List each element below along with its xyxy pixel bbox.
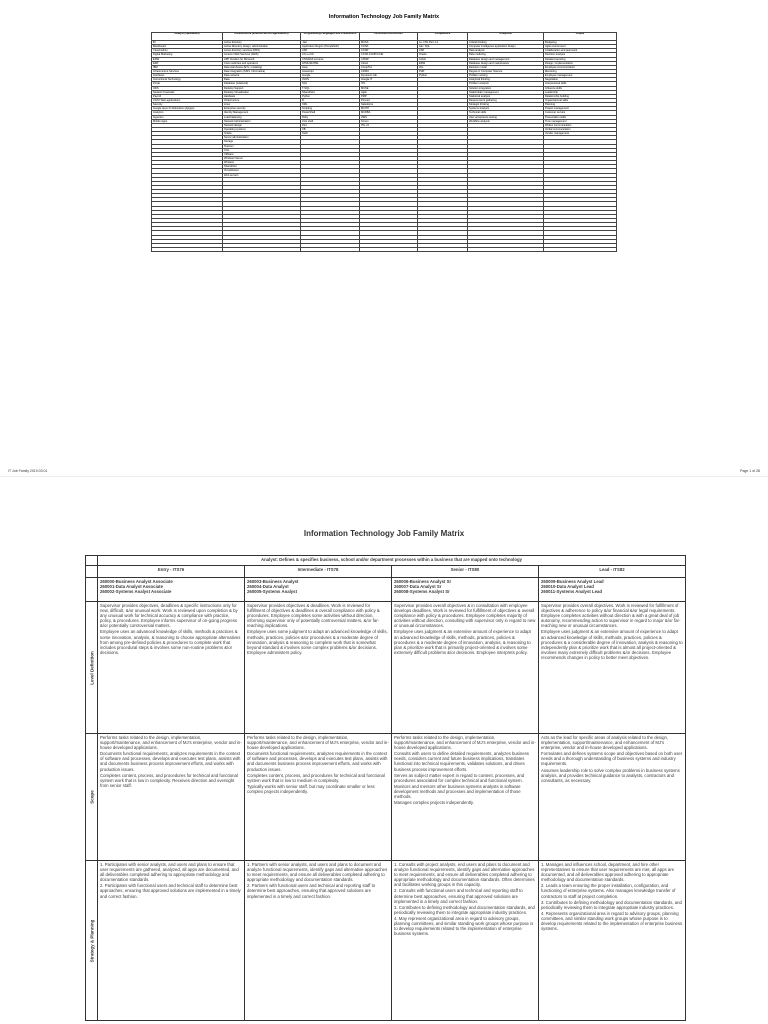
strategy-intermediate [245,861,392,1021]
cell-paragraph: Performs tasks related to the design, implementation, support/maintenance, and enhancement of MJ's enterprise, vendor and in-house developed applications. [394,735,536,751]
table-cell: Network Administration [223,119,301,123]
column-header: Programming Languages and Frameworks [301,33,360,41]
strategy-senior [392,861,539,1021]
table-cell: Budgeting [544,41,617,45]
table-cell: Problem analysis [468,82,544,86]
table-cell: Database design and maintenance [468,61,544,65]
table-cell: Problem solving [468,74,544,78]
job-codes-intermediate [245,578,392,602]
cell-paragraph: 1. Manages and influences school, department, and hire other representatives to ensure that user requirements are met, all apps are documented, and all deliverables approved adhering to appropriate methodology and documentation standards. [541,862,675,883]
scope-senior [392,734,539,861]
cell-paragraph: 3. Contributes to defining methodology and documentation standards, and periodically reviewing them to integrate appropriate industry practices. [541,899,682,910]
table-cell: Storage [223,140,301,144]
table-cell: Interfaces [152,74,223,78]
page-2-title: Information Technology Job Family Matrix [303,529,465,538]
table-cell [544,248,617,252]
job-codes-entry [98,578,245,602]
table-cell: Solution integration [468,86,544,90]
table-cell: Project management [544,107,617,111]
cell-paragraph: Manages complex projects independently. [394,800,474,806]
table-cell: Network design [223,123,301,127]
table-cell: JCL [418,65,468,69]
table-cell: Infrastructure Services [152,69,223,73]
table-cell: Load balancing [223,115,301,119]
strategy-lead [539,861,686,1021]
table-cell [468,248,544,252]
table-cell: APP Vendors for Microsoft [223,57,301,61]
table-cell: Decision analysis [544,53,617,57]
table-cell: ASP [418,49,468,53]
table-cell: Computer intelligence application design [468,45,544,49]
banner-row [86,556,686,566]
table-cell: Systems analysis [468,107,544,111]
table-row [152,248,617,252]
table-cell: CSS/Web services [301,57,360,61]
table-cell: MCITP [360,107,418,111]
table-cell: ASP [301,49,360,53]
table-cell: Linux [223,103,301,107]
table-cell: Detailed reporting [544,57,617,61]
job-code: 260003-Business Analyst [247,579,299,584]
table-cell: Telecom [223,144,301,148]
cell-paragraph: Completes content, process, and procedures for technical and functional system work that is low in complexity. Receives direction and oversight from senior staff. [100,772,238,788]
table-cell: Desktop Support [223,86,301,90]
page-separator [0,476,768,477]
page-1-title: Information Technology Job Family Matrix [328,14,440,20]
table-cell: SharePoint [301,90,360,94]
table-cell: Data Integration (SSIS, Informatica) [223,69,301,73]
level-entry: Entry - ITS76 [98,566,245,578]
table-cell: Amazon Web Services (AWS) [223,53,301,57]
table-cell: Interpersonal skills [544,82,617,86]
table-cell: Data warehouse (ETL, modeling) [223,65,301,69]
job-code: 260006-Business Analyst Sr [394,579,452,584]
table-cell: EDW [418,61,468,65]
table-cell: Agile environment [544,45,617,49]
table-cell: HTML/DHTML [301,61,360,65]
level-definition-senior [392,602,539,734]
table-cell: Ruby [301,115,360,119]
table-cell: Vendor management [544,132,617,136]
analyst-matrix-table [85,555,686,1021]
table-cell: Python [301,94,360,98]
cell-paragraph: Documents functional requirements, analyzes requirements in the context of software and processes, develops and executes test plans, assists with and documents business process improvement efforts, and works with production issues. [100,751,241,772]
table-cell: Dynamics CE [360,74,418,78]
table-cell: Cloud Admin [152,49,223,53]
level-definition-lead [539,602,686,734]
job-code: 260011-Systems Analyst Lead [541,589,602,595]
table-cell: Critical thinking [468,41,544,45]
table-cell: PHP [418,69,468,73]
table-cell: Technical skills [468,111,544,115]
skills-matrix-header-row [152,33,617,41]
column-header: Analyst (specialties) [152,33,223,41]
table-cell: Active directory [223,41,301,45]
table-cell: Time management [544,119,617,123]
table-cell: Scrum [360,119,418,123]
job-codes-lead [539,578,686,602]
table-cell: Stakeholder management [468,90,544,94]
table-cell: Design / implementation [544,61,617,65]
scope-row [86,734,686,861]
table-cell: XML [301,103,360,107]
table-cell: Negotiation [544,78,617,82]
table-cell: Mentoring [544,69,617,73]
cell-paragraph: Supervisor provides overall objectives & in consultation with employee develops deadlines. Work is reviewed for fulfillment of objectives & overall compliance with policy & procedures. Employee completes majority of activities without direction, consulting with supervisor only in regard to new or unusual circumstances. [394,603,536,629]
table-cell: Strategic thinking [468,103,544,107]
job-code: 260009-Business Analyst Lead [541,579,604,584]
cell-paragraph: Assumes leadership role to solve complex problems in business systems analysis, and provides technical guidance to analysts, contractors and consultants, as necessary. [541,767,680,783]
table-cell: Swift [301,132,360,136]
cell-paragraph: Completes content, process, and procedures for technical and functional system work that is low to medium in complexity. [247,772,385,783]
table-cell: Prince2 [360,98,418,102]
table-cell: EDW [152,57,223,61]
job-code: 260004-Data Analyst [247,584,289,590]
table-cell: Data modeling [468,53,544,57]
cell-paragraph: Employee uses judgment & an extensive amount of experience to adapt an advanced knowledge of skills, methods, practices, policies & procedures & a moderate degree of innovation, analysis, & reasoning to plan & prioritize work that is primarily project-oriented & involves some extremely difficult problems &/or decisions. Employee interprets policy. [394,629,531,655]
cell-paragraph: Employee uses some judgment to adapt an advanced knowledge of skills, methods, practices, policies &/or procedures & a moderate degree of innovation, analysis & reasoning to complete work that is somewhat beyond standard & involves some complex problems &/or decisions. Employee administers policy. [247,629,388,655]
table-cell: Windows Server [223,156,301,160]
cell-paragraph: Formulates and defines systems scope and objectives based on both user needs and a thorough understanding of business systems and industry requirements. [541,751,683,767]
column-header: Analytical [468,33,544,41]
table-cell: IBM [152,65,223,69]
job-code: 260007-Data Analyst Sr [394,584,442,590]
cell-paragraph: 1. Consults with project analysts, end users and plans to document and analyze functional requirements, identify gaps and alternative approaches to meet requirements, and ensure all deliverables completed adhering to appropriate methodology and documentation standards. Often determines and facilitates working groups in this capacity. [394,862,535,888]
cell-paragraph: Consults with users to define detailed requirements, analyzes business needs, considers current and future business implications, translates functional into technical requirements, validates solutions, and drives business process improvement efforts. [394,751,529,772]
table-cell: Workflow analysis [468,119,544,123]
table-cell: Infrastructure [223,98,301,102]
table-cell: SQL [301,82,360,86]
table-cell: ODS [152,86,223,90]
job-code: 260005-Systems Analyst [247,589,298,595]
table-cell: SharePoint [223,165,301,169]
table-cell: Collaboration and teamwork [544,49,617,53]
table-cell [301,248,360,252]
table-cell: .Net [301,41,360,45]
table-cell: Database (relational) [223,82,301,86]
cell-paragraph: 3. Contributes to defining methodology and documentation standards, and periodically reviewing them to integrate appropriate industry practices. [394,904,535,915]
table-cell: Requirements gathering [468,98,544,102]
table-cell: CompTIA [360,65,418,69]
table-cell: Application Region (PeopleSoft) [301,45,360,49]
table-cell: Unix shell [301,119,360,123]
table-cell: Database design and management [468,57,544,61]
table-cell: Customer service [544,111,617,115]
column-header: People [544,33,617,41]
table-cell: Data [223,78,301,82]
table-cell: Presentation skills [544,115,617,119]
table-cell: Planning [544,103,617,107]
job-codes-senior [392,578,539,602]
level-definition-intermediate [245,602,392,734]
table-cell: VMware [223,152,301,156]
cell-paragraph: Acts as the lead for specific areas of analysis related to the design, implementation, support/maintenance, and enhancement of MJ's enterprise, vendor and in-house developed applications. [541,735,669,751]
scope-entry [98,734,245,861]
table-cell: Data analysis [468,49,544,53]
table-cell: PMP [360,94,418,98]
strategy-entry [98,861,245,1021]
job-code: 260000-Business Analyst Associate [100,579,173,584]
table-cell: Statistical analysis [468,94,544,98]
table-cell: Desktop Virtualization [223,90,301,94]
cell-paragraph: 2. Leads a team ensuring the proper installation, configuration, and functioning of enterprise systems. Also manages knowledge transfer of contractors to staff at project completion. [541,883,676,899]
table-cell: Enterprise security [223,107,301,111]
strategy-row [86,861,686,1021]
job-codes-row [86,578,686,602]
table-cell: Web servers [223,173,301,177]
cell-paragraph: Employee uses an advanced knowledge of skills, methods & practices & some innovation, analysis, & reasoning to choose appropriate alternatives from among pre-defined policies & procedures to complete work that includes procedural steps & involves some non-routine problems &/or decisions. [100,629,241,655]
table-cell: BI [152,41,223,45]
table-cell [418,248,468,252]
table-cell: Scripting [301,107,360,111]
table-cell: Java [301,65,360,69]
table-cell: Identity Management [223,111,301,115]
table-cell: Analytical thinking [468,78,544,82]
table-cell: VB [301,127,360,131]
table-cell: A+ CTE Part 1-2 [418,41,468,45]
cell-paragraph: 2. Consults with functional users and technical and reporting staff to determine best approaches, ensuring that approved solutions are implemented in a timely and correct fashion. [394,888,523,904]
table-cell: Blackboard [152,45,223,49]
footer-left: IT Job Family 2019.03.01 [8,469,48,473]
table-cell: Oracle [223,132,301,136]
cell-paragraph: Performs tasks related to the design, implementation, support/maintenance, and enhancement of MJ's enterprise, vendor and in-house developed applications. [247,735,389,751]
cell-paragraph: Typically works with senior staff, but may coordinate smaller or less complex projects independently. [247,783,375,794]
table-cell: Wireless [223,161,301,165]
table-cell: Organizational skills [544,98,617,102]
table-cell: Unix [223,148,301,152]
table-cell: PowerShell [301,111,360,115]
table-cell: User acceptance testing [468,115,544,119]
skills-matrix-table [151,32,617,252]
table-cell: MCDBA [360,111,418,115]
level-senior: Senior - ITS80 [392,566,539,578]
table-cell: Virtualization [223,169,301,173]
cell-paragraph: Documents functional requirements, analyzes requirements in the context of software and processes, develops and executes test plans, assists with and documents business process improvement efforts, and works with production issues. [247,751,388,772]
table-cell: Data network [223,74,301,78]
table-cell: Hyperion [152,115,223,119]
cell-paragraph: 2. Partners with functional users and technical and reporting staff to determine best approaches, ensuring that approved solutions are implemented in a timely and correct fashion. [247,883,376,899]
table-cell: Analytics [152,111,223,115]
table-cell: Degree in Computer Science [468,69,544,73]
table-cell: Payroll [152,94,223,98]
table-cell: Security [152,103,223,107]
table-cell: T-SQL [301,86,360,90]
scope-intermediate [245,734,392,861]
table-cell: AWS [360,115,418,119]
job-code: 260001-Data Analyst Associate [100,584,163,590]
table-cell: Active directory services (DNS) [223,49,301,53]
cell-paragraph: Supervisor provides objectives, deadlines & specific instructions only for new, difficult, &/or unusual work. Work is reviewed upon completion & by any unusual work for technical accuracy & compliance with practice, policy, & procedures. Employee informs supervisor of on-going progress &/or potentially controversial matters. [100,603,238,629]
table-cell: Oracle [418,53,468,57]
row-label-strategy: Strategy & Planning [86,861,98,1021]
footer-page-number: Page 1 of 28 [740,469,760,473]
row-label-level-definition: Level Definition [86,602,98,734]
cell-paragraph: Serves as subject matter expert in regard to content, processes, and procedures associated for complex technical and functional system. [394,772,525,783]
banner-corner [86,556,98,566]
table-cell: Influence skills [544,86,617,90]
table-cell: Relationship building [544,94,617,98]
column-header: Competence [418,33,468,41]
cell-paragraph: 4. May represent organizational area in regard to advisory groups, planning committees, and similar standing work groups whose purpose is to develop requirements related to the implementation of enterprise business systems. [394,915,534,937]
table-cell [152,248,223,252]
table-cell: Cloud [360,61,418,65]
table-cell: CISSP [360,57,418,61]
cell-paragraph: 4. Represents organizational area in regard to advisory groups, planning committees, and similar standing work groups whose purpose is to develop requirements related to the implementation of enterprise business systems. [541,910,683,932]
cell-paragraph: Supervisor provides objectives & deadlines. Work is reviewed for fulfillment of objectives & deadlines & overall compliance with policy & procedures. Employee completes some activities without direction, informing supervisor only of potentially controversial matters, &/or far-reaching implications. [247,603,380,629]
table-cell: CRISC [360,69,418,73]
cell-paragraph: Performs tasks related to the design, implementation, support/maintenance, and enhancement of MJ's enterprise, vendor and in-house developed applications. [100,735,242,751]
table-cell: Server administration [223,136,301,140]
row-label-scope: Scope [86,734,98,861]
table-cell: CCNA CCNP/CCIE [360,53,418,57]
table-cell: Adv. SQL [418,45,468,49]
table-cell: Perl [301,123,360,127]
level-intermediate: Intermediate - ITS78 [245,566,392,578]
job-code: 260010-Data Analyst Lead [541,584,594,590]
column-header: Infrastructure (extends across applications) [223,33,301,41]
table-cell: Agile [360,90,418,94]
cell-paragraph: Supervisor provides overall objectives. Work is reviewed for fulfillment of objectives & adherence to policy &/or financial &/or legal requirements. Employee completes activities without direction & with a great deal of job autonomy, recommending action to supervisor in regard to major &/or far-reaching new or unusual circumstances. [541,603,681,629]
table-cell: MCSE [360,86,418,90]
table-cell: Cobol [418,57,468,61]
table-cell: Verbal communication [544,127,617,131]
table-cell: Leadership [544,90,617,94]
level-definition-entry [98,602,245,734]
table-cell: Google IT [360,78,418,82]
table-cell: ITIL [360,82,418,86]
level-lead: Lead - ITS82 [539,566,686,578]
level-definition-row [86,602,686,734]
table-cell: Javascript [301,69,360,73]
table-cell: Decision model [468,65,544,69]
table-cell: Employee management [544,74,617,78]
table-cell: ITIL v3 [360,123,418,127]
cell-paragraph: Employee uses judgment & an extensive amount of experience to adapt an advanced knowledge of skills, methods, practices, policies & procedures & a considerable degree of innovation, analysis & reasoning to independently plan & prioritize work that is almost all project-oriented & involves many extremely difficult problems &/or decisions. Employee recommends changes in policy to better meet objectives. [541,629,683,660]
scope-lead [539,734,686,861]
job-code: 260002-Systems Analyst Associate [100,589,172,595]
table-cell: R [301,98,360,102]
table-cell: Salesforce [360,103,418,107]
table-cell: Mobile Apps [152,119,223,123]
table-cell: ERP [152,61,223,65]
column-header: Certifications/Licenses [360,33,418,41]
table-cell: UX/UI Web applications [152,98,223,102]
table-cell: Written communication [544,123,617,127]
table-cell: Instructional Technology [152,78,223,82]
table-cell: Hardware [223,94,301,98]
table-cell: Operating systems [223,127,301,131]
table-cell: CCNP [360,49,418,53]
level-row [86,566,686,578]
table-cell: Student Financials [152,90,223,94]
table-cell: JSON [301,78,360,82]
table-cell: Active Directory design, administration [223,45,301,49]
table-cell: Digital Marketing [152,53,223,57]
table-cell: Employee communication [544,65,617,69]
table-cell: CCNA [360,45,418,49]
table-cell: MCSA [360,41,418,45]
table-cell: Google [301,74,360,78]
job-family-banner: Analyst: Defines & specifies business, school and/or department processes within a business that are mapped onto technology [98,556,686,566]
level-corner [86,566,98,578]
table-cell [360,248,418,252]
job-code: 260008-Systems Analyst Sr [394,589,450,595]
table-cell: C/C++/C# [301,53,360,57]
cell-paragraph: 1. Partners with senior analysts, and users and plans to document and analyze functional requirements, identify gaps and alternative approaches to meet requirements, and ensure all deliverables completed adhering to appropriate methodology and documentation standards. [247,862,388,883]
table-cell: Google Apps for Education (Apigee) [152,107,223,111]
cell-paragraph: 2. Participates with functional users and technical staff to determine best approaches, ensuring that approved solutions are implemented in a timely and correct fashion. [100,883,241,899]
cell-paragraph: 1. Participates with senior analysts, and users and plans to ensure that user requirements are gathered, analyzed, all apps are documented, and all deliverables completed adhering to appropriate methodology and documentation standards. [100,862,239,883]
table-cell: Portal [152,82,223,86]
cell-paragraph: Monitors and mentors other business systems analysts in software development methods and processes and implementation of those methods. [394,783,521,800]
table-cell [223,248,301,252]
table-cell: Cisco switches and operators [223,61,301,65]
table-cell: Python [418,74,468,78]
job-codes-corner [86,578,98,602]
